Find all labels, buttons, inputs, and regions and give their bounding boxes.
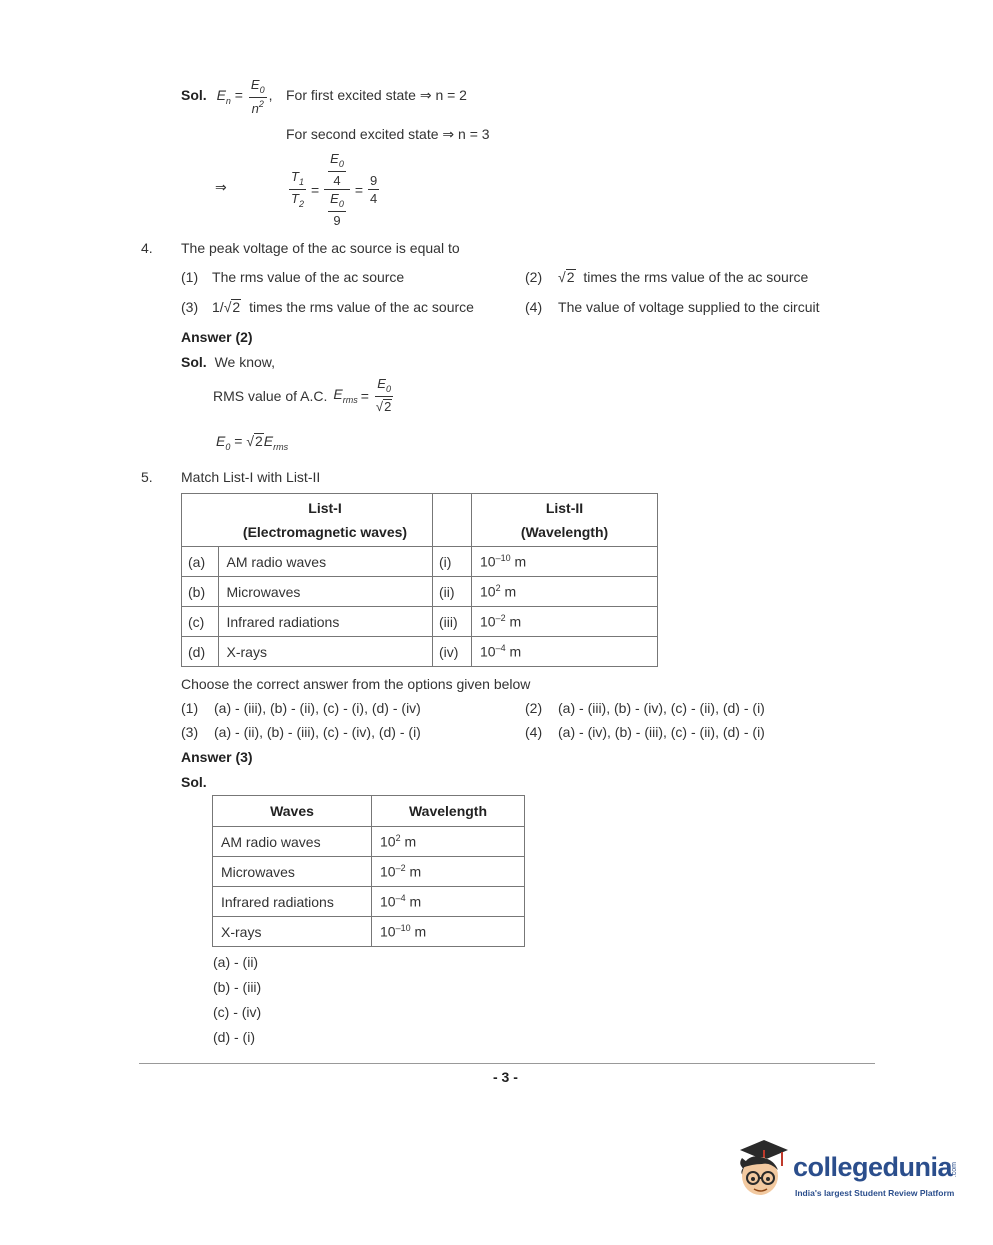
brand-com: .com (951, 1162, 958, 1178)
q5-option-1: (1) (a) - (iii), (b) - (ii), (c) - (i), (d) - (iv) (181, 700, 421, 716)
rms-formula: RMS value of A.C. $E_{rms}$ = $\frac{E_0}{√2}$ (213, 376, 392, 414)
table-row: Microwaves $10^{-2}$ m (213, 857, 525, 887)
wavelength-header: Wavelength (372, 796, 525, 827)
table-row: X-rays $10^{-10}$ m (213, 917, 525, 947)
option-text: The rms value of the ac source (212, 269, 405, 285)
table-row: (a) AM radio waves (i) $10^{-10}$ m (182, 547, 658, 577)
q4-option-1 (181, 269, 404, 285)
waves-header: Waves (213, 796, 372, 827)
q5-sol-label: Sol. (181, 774, 207, 790)
list1-title: List-I (308, 500, 342, 516)
q4-number: 4. (141, 240, 153, 256)
peak-formula: $E_0 = √2E_{rms}$ (216, 433, 289, 452)
q5-option-4: (4) (a) - (iv), (b) - (iii), (c) - (ii), (d) - (i) (525, 724, 765, 740)
page-number: - 3 - (493, 1069, 518, 1085)
table-row: (c) Infrared radiations (iii) $10^{-2}$ m (182, 607, 658, 637)
sol-label: Sol. (181, 87, 207, 104)
q5-answer: Answer (3) (181, 749, 253, 765)
q5-question: Match List-I with List-II (181, 469, 321, 485)
q4-answer: Answer (2) (181, 329, 253, 345)
match-line: (b) - (iii) (213, 979, 262, 995)
table-row: (b) Microwaves (ii) $10^2$ m (182, 577, 658, 607)
match-table (181, 493, 658, 667)
list2-subtitle: (Wavelength) (520, 524, 609, 540)
option-number: (1) (181, 269, 199, 285)
q4-option-3: (3) 1/√2 times the rms value of the ac source (181, 299, 474, 315)
option-text: The value of voltage supplied to the circuit (558, 299, 820, 315)
rms-label: RMS value of A.C. (213, 387, 328, 404)
q5-choose-text: Choose the correct answer from the options given below (181, 676, 531, 692)
match-line: (d) - (i) (213, 1029, 255, 1045)
second-excited-text: For second excited state ⇒ n = 3 (286, 126, 490, 142)
brand-tagline: India's largest Student Review Platform (795, 1188, 955, 1198)
footer-divider (139, 1063, 875, 1064)
implies-arrow: ⇒ (215, 179, 227, 195)
option-number: (2) (525, 269, 543, 285)
first-excited-text: For first excited state ⇒ n = 2 (286, 87, 467, 103)
option-number: (3) (181, 299, 199, 315)
mascot-icon (734, 1138, 792, 1200)
q4-option-2: (2) √2 times the rms value of the ac source (525, 269, 809, 285)
option-number: (4) (525, 299, 543, 315)
option-text: times the rms value of the ac source (249, 299, 474, 315)
brand-logo-text: collegedunia (793, 1152, 953, 1182)
list2-title: List-II (545, 500, 584, 516)
list1-subtitle: (Electromagnetic waves) (242, 524, 408, 540)
q5-option-2: (2) (a) - (iii), (b) - (iv), (c) - (ii), (d) - (i) (525, 700, 765, 716)
q4-option-4 (525, 299, 820, 315)
solution-table-header (213, 796, 525, 827)
option-text: times the rms value of the ac source (583, 269, 809, 285)
table-row: AM radio waves $10^2$ m (213, 827, 525, 857)
table-row: (d) X-rays (iv) $10^{-4}$ m (182, 637, 658, 667)
ratio-formula: $\frac{T_1}{T_2}$ = $\frac{\frac{E_0}{4}}{\frac{E_0}{9}}$ = $\frac{9}{4}$ (291, 151, 378, 228)
match-line: (c) - (iv) (213, 1004, 262, 1020)
q5-number: 5. (141, 469, 153, 485)
q5-option-3: (3) (a) - (ii), (b) - (iii), (c) - (iv), (d) - (i) (181, 724, 421, 740)
q4-solution-intro: Sol. We know, (181, 354, 275, 370)
q4-question: The peak voltage of the ac source is equal to (181, 240, 460, 256)
match-line: (a) - (ii) (213, 954, 259, 970)
match-table-header (182, 494, 658, 547)
table-row: Infrared radiations $10^{-4}$ m (213, 887, 525, 917)
solution-table (212, 795, 525, 947)
prev-sol-formula: Sol. $E_n$ = $\frac{E_0}{n^2}$ , (181, 77, 273, 116)
